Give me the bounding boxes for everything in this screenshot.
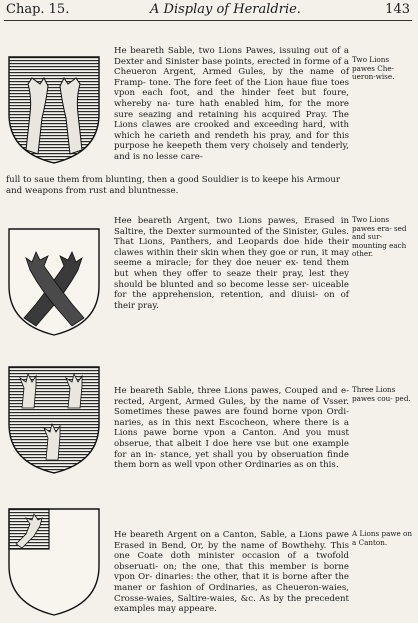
header-rule: [4, 20, 412, 21]
page-number: 143: [385, 2, 410, 17]
shield-1-two-paws-chevron: [6, 54, 102, 166]
entry-4-margin-note: A Lions pawe on a Canton.: [352, 529, 413, 547]
entry-2-text: Hee beareth Argent, two Lions pawes, Erased in Saltire, the Dexter surmounted of the Sinister, Gules. That Lions, Panthers, and Leopards doe hide their clawes within their skin when they goe or run, it may seeme a miracle; for they doe neuer ex- tend them but when they offer to seaze their pray, lest they should be blunted and so become lesse ser- uiceable for the apprehension, retention, and diuisi- on of their pray.: [114, 216, 349, 311]
entry-2-margin-note: Two Lions pawes era- sed and sur- mounting each other.: [352, 215, 407, 259]
entry-1-continuation-1: full to saue them from blunting, then a good Souldier is to keepe his Armour: [6, 175, 340, 185]
shield-2-paws-in-saltire: [6, 226, 102, 338]
entry-3-margin-note: Three Lions pawes cou- ped.: [352, 385, 411, 403]
escutcheon-icon: [6, 226, 102, 338]
entry-3: [114, 386, 349, 471]
escutcheon-icon: [6, 54, 102, 166]
entry-4-text: He beareth Argent on a Canton, Sable, a Lions pawe Erased in Bend, Or, by the name of Bowthehy. This one Coate doth minister occasion of a twofold obseruati- on; the one, that this member is borne vpon Or- dinaries: the other, that it is borne after the maner or fashion of Ordinaries, as Cheueron-waies, Crosse-waies, Saltire-waies, &c. As by the precedent examples may appeare.: [114, 530, 349, 615]
entry-1-continuation-2: and weapons from rust and bluntnesse.: [6, 186, 179, 196]
escutcheon-icon: [6, 364, 102, 476]
entry-2: [114, 216, 349, 311]
entry-1-text: He beareth Sable, two Lions Pawes, issuing out of a Dexter and Sinister base points, erected in forme of a Cheueron Argent, Armed Gules, by the name of Framp- tone. The fore feet of the Lion haue fiue toes vpon each foot, and the hinder feet but foure, whereby na- ture hath enabled him, for the more sure seazing and retaining his acquired Pray. The Lions clawes are crooked and exceeding hard, with which he carieth and rendeth his pray, and for this purpose he keepeth them very choisely and tenderly, and is no lesse care-: [114, 46, 349, 162]
chapter-heading: Chap. 15.: [6, 2, 70, 17]
entry-3-text: He beareth Sable, three Lions pawes, Couped and e- rected, Argent, Armed Gules, by the name of Vsser. Sometimes these pawes are found borne vpon Ordi- naries, as in this next Escocheon, where there is a Lions pawe borne vpon a Canton. And you must obserue, that albeit I doe here vse but one example for an in- stance, yet shall you by obseruation finde them born as well vpon other Ordinaries as on this.: [114, 386, 349, 471]
shield-4-paw-on-canton: [6, 506, 102, 618]
entry-4: [114, 530, 349, 615]
shield-3-three-paws: [6, 364, 102, 476]
entry-1: [114, 46, 349, 163]
escutcheon-icon: [6, 506, 102, 618]
entry-1-margin-note: Two Lions pawes Che- ueron-wise.: [352, 55, 395, 82]
running-title: A Display of Heraldrie.: [150, 2, 301, 17]
